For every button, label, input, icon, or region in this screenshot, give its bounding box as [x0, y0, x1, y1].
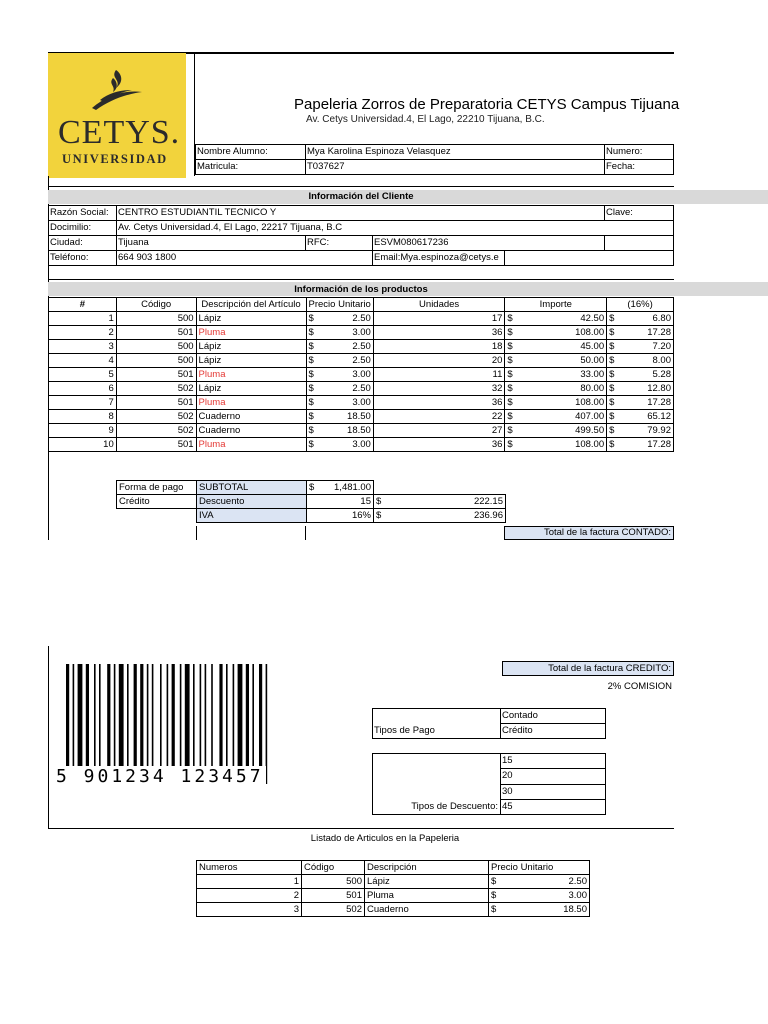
row-importe: [505, 326, 607, 340]
domicilio-value[interactable]: Av. Cetys Universidad.4, El Lago, 22217 Tijuana, B.C: [118, 222, 343, 233]
tipos-descuento-row: [500, 784, 606, 785]
row-units[interactable]: 18: [373, 340, 505, 354]
currency: $: [308, 313, 314, 324]
currency: $: [609, 355, 615, 366]
row-units[interactable]: 36: [373, 326, 505, 340]
row-desc: Cuaderno: [196, 424, 306, 438]
totales-table: [116, 480, 506, 523]
matricula-label: Matricula:: [197, 161, 239, 172]
listado-num: 2: [197, 889, 302, 903]
table-row: [49, 424, 674, 438]
listado-price-value: 2.50: [568, 876, 587, 887]
listado-price-value: 3.00: [568, 890, 587, 901]
currency: $: [609, 341, 615, 352]
row-iva: [607, 368, 674, 382]
currency: $: [609, 383, 615, 394]
descuento-label: Descuento: [197, 495, 307, 509]
row-price: [306, 354, 373, 368]
currency: $: [308, 327, 314, 338]
currency: $: [609, 327, 615, 338]
row-num: 4: [49, 354, 117, 368]
importe-value: 407.00: [575, 411, 605, 422]
row-num: 9: [49, 424, 117, 438]
iva-value: 79.92: [647, 425, 671, 436]
price-value: 3.00: [352, 327, 371, 338]
tipos-descuento-row: [500, 799, 606, 800]
email-value[interactable]: Email:Mya.espinoza@cetys.e: [374, 252, 499, 263]
cetys-logo: [48, 52, 186, 178]
row-price: [306, 438, 373, 452]
descuento-option[interactable]: 45: [502, 801, 513, 812]
currency: $: [507, 425, 513, 436]
importe-value: 33.00: [580, 369, 605, 380]
currency: $: [507, 369, 513, 380]
row-desc: Cuaderno: [196, 410, 306, 424]
table-row: [49, 340, 674, 354]
listado-desc: Pluma: [365, 889, 489, 903]
currency: $: [507, 411, 513, 422]
col-importe: Importe: [505, 298, 607, 312]
top-border-left: [48, 52, 188, 53]
listado-num: 1: [197, 875, 302, 889]
razon-label: Razón Social:: [50, 207, 109, 218]
rfc-label: RFC:: [307, 237, 330, 248]
iva-value: 12.80: [647, 383, 671, 394]
row-price: [306, 410, 373, 424]
subtotal-value: 1,481.00: [334, 482, 371, 493]
importe-value: 80.00: [580, 383, 605, 394]
price-value: 2.50: [352, 313, 371, 324]
cliente-col-line: [604, 205, 605, 220]
row-code[interactable]: 500: [116, 354, 196, 368]
listado-price: [489, 889, 590, 903]
currency: $: [308, 369, 314, 380]
iva-value: 17.28: [647, 439, 671, 450]
table-row: [49, 410, 674, 424]
listado-col-codigo: Código: [302, 861, 365, 875]
ciudad-label: Ciudad:: [50, 237, 83, 248]
currency: $: [507, 355, 513, 366]
currency: $: [609, 369, 615, 380]
row-num: 1: [49, 312, 117, 326]
price-value: 18.50: [347, 425, 371, 436]
currency: $: [309, 482, 315, 493]
descuento-option[interactable]: 20: [502, 770, 513, 781]
importe-value: 42.50: [580, 313, 605, 324]
iva-value: 8.00: [652, 355, 671, 366]
iva-value: 65.12: [647, 411, 671, 422]
cliente-col-line: [372, 235, 373, 266]
iva-value: 17.28: [647, 327, 671, 338]
currency: $: [507, 439, 513, 450]
currency: $: [507, 383, 513, 394]
listado-price: [489, 875, 590, 889]
iva-value: 7.20: [652, 341, 671, 352]
productos-top-line: [48, 279, 674, 280]
tipos-descuento-row: [500, 768, 606, 769]
importe-value: 108.00: [575, 439, 605, 450]
currency: $: [308, 397, 314, 408]
iva-value: 6.80: [652, 313, 671, 324]
productos-header-row: [49, 298, 674, 312]
subtotal-label: SUBTOTAL: [197, 481, 307, 495]
table-row: [49, 396, 674, 410]
table-row: [49, 438, 674, 452]
price-value: 3.00: [352, 369, 371, 380]
currency: $: [308, 383, 314, 394]
row-code[interactable]: 502: [116, 424, 196, 438]
currency: $: [376, 496, 382, 507]
price-value: 3.00: [352, 439, 371, 450]
price-value: 2.50: [352, 341, 371, 352]
iva-cell: [374, 509, 506, 523]
row-code[interactable]: 501: [116, 396, 196, 410]
cliente-col-line: [504, 250, 505, 266]
domicilio-label: Docimilio:: [50, 222, 92, 233]
numero-label: Numero:: [606, 146, 643, 157]
table-row: [49, 382, 674, 396]
importe-value: 50.00: [580, 355, 605, 366]
row-importe: [505, 424, 607, 438]
row-iva: [607, 438, 674, 452]
currency: $: [609, 397, 615, 408]
currency: $: [376, 510, 382, 521]
row-importe: [505, 382, 607, 396]
price-value: 3.00: [352, 397, 371, 408]
currency: $: [507, 327, 513, 338]
row-num: 3: [49, 340, 117, 354]
row-units[interactable]: 32: [373, 382, 505, 396]
table-row: [49, 354, 674, 368]
nombre-value[interactable]: Mya Karolina Espinoza Velasquez: [307, 146, 451, 157]
row-importe: [505, 368, 607, 382]
forma-pago-value[interactable]: Crédito: [117, 495, 197, 509]
row-num: 10: [49, 438, 117, 452]
student-info-col2: [604, 144, 605, 175]
iva-pct: 16%: [307, 509, 374, 523]
list-item: [197, 875, 590, 889]
listado-code: 502: [302, 903, 365, 917]
lower-left-border: [48, 646, 49, 828]
currency: $: [609, 439, 615, 450]
ciudad-value[interactable]: Tijuana: [118, 237, 149, 248]
cliente-section-title: Información del Cliente: [308, 191, 414, 202]
currency: $: [507, 313, 513, 324]
productos-table: [48, 297, 674, 452]
listado-table: [196, 860, 590, 917]
row-desc: Lápiz: [196, 354, 306, 368]
currency: $: [308, 425, 314, 436]
matricula-value[interactable]: T037627: [307, 161, 345, 172]
row-code[interactable]: 502: [116, 410, 196, 424]
listado-code: 501: [302, 889, 365, 903]
row-importe: [505, 396, 607, 410]
row-desc: Pluma: [196, 368, 306, 382]
currency: $: [609, 313, 615, 324]
col-unidades: Unidades: [373, 298, 505, 312]
logo-subtitle: UNIVERSIDAD: [62, 152, 168, 166]
row-importe: [505, 312, 607, 326]
row-iva: [607, 340, 674, 354]
row-code[interactable]: 501: [116, 326, 196, 340]
clave-label: Clave:: [606, 207, 633, 218]
price-value: 2.50: [352, 383, 371, 394]
listado-price: [489, 903, 590, 917]
row-price: [306, 340, 373, 354]
currency: $: [308, 439, 314, 450]
table-row: [49, 326, 674, 340]
currency: $: [308, 355, 314, 366]
row-iva: [607, 354, 674, 368]
row-iva: [607, 424, 674, 438]
col-precio: Precio Unitario: [306, 298, 373, 312]
currency: $: [491, 876, 497, 887]
row-units[interactable]: 36: [373, 438, 505, 452]
razon-value[interactable]: CENTRO ESTUDIANTIL TECNICO Y: [118, 207, 277, 218]
descuento-value: 222.15: [473, 496, 503, 507]
row-importe: [505, 438, 607, 452]
row-num: 8: [49, 410, 117, 424]
currency: $: [609, 411, 615, 422]
list-item: [197, 903, 590, 917]
listado-title: Listado de Articulos en la Papeleria: [310, 833, 460, 844]
row-units[interactable]: 20: [373, 354, 505, 368]
row-units[interactable]: 17: [373, 312, 505, 326]
descuento-option[interactable]: 15: [502, 755, 513, 766]
row-price: [306, 382, 373, 396]
col-num: #: [49, 298, 117, 312]
tipo-pago-option[interactable]: Crédito: [502, 725, 533, 736]
row-importe: [505, 354, 607, 368]
forma-pago-label: Forma de pago: [117, 481, 197, 495]
row-iva: [607, 312, 674, 326]
totales-divider: [305, 526, 306, 540]
iva-value: 236.96: [473, 510, 503, 521]
fecha-label: Fecha:: [606, 161, 636, 172]
row-importe: [505, 340, 607, 354]
currency: $: [507, 341, 513, 352]
cliente-top-line: [48, 186, 674, 187]
row-units[interactable]: 11: [373, 368, 505, 382]
barcode-digits: 5 901234 123457: [56, 766, 264, 787]
row-desc: Lápiz: [196, 382, 306, 396]
cliente-col-line: [604, 235, 605, 250]
listado-code: 500: [302, 875, 365, 889]
store-address: Av. Cetys Universidad.4, El Lago, 22210 Tijuana, B.C.: [306, 114, 545, 125]
page-title: Papeleria Zorros de Preparatoria CETYS Campus Tijuana: [294, 96, 680, 113]
importe-value: 108.00: [575, 397, 605, 408]
row-num: 2: [49, 326, 117, 340]
row-importe: [505, 410, 607, 424]
descuento-cell: [374, 495, 506, 509]
iva-value: 17.28: [647, 397, 671, 408]
tipos-pago-label: Tipos de Pago: [374, 725, 435, 736]
subtotal-cell: [307, 481, 374, 495]
cliente-col-line: [116, 205, 117, 266]
currency: $: [491, 904, 497, 915]
row-desc: Lápiz: [196, 340, 306, 354]
row-code[interactable]: 500: [116, 340, 196, 354]
listado-price-value: 18.50: [563, 904, 587, 915]
col-iva: (16%): [607, 298, 674, 312]
student-info-col: [305, 144, 306, 175]
iva-value: 5.28: [652, 369, 671, 380]
listado-header-row: [197, 861, 590, 875]
nombre-label: Nombre Alumno:: [197, 146, 268, 157]
currency: $: [491, 890, 497, 901]
price-value: 18.50: [347, 411, 371, 422]
logo-wordmark: CETYS.: [58, 114, 181, 151]
row-units[interactable]: 22: [373, 410, 505, 424]
row-price: [306, 312, 373, 326]
tipos-descuento-label: Tipos de Descuento:: [411, 801, 498, 812]
price-value: 2.50: [352, 355, 371, 366]
row-units[interactable]: 27: [373, 424, 505, 438]
comision: 2% COMISION: [607, 681, 672, 692]
rfc-value[interactable]: ESVM080617236: [374, 237, 449, 248]
row-code[interactable]: 500: [116, 312, 196, 326]
importe-value: 108.00: [575, 327, 605, 338]
table-row: [49, 368, 674, 382]
list-item: [197, 889, 590, 903]
barcode-bar: [266, 664, 268, 784]
currency: $: [609, 425, 615, 436]
row-iva: [607, 396, 674, 410]
row-price: [306, 326, 373, 340]
col-descripcion: Descripción del Artículo: [196, 298, 306, 312]
productos-section-title: Información de los productos: [294, 284, 428, 295]
currency: $: [507, 397, 513, 408]
row-price: [306, 424, 373, 438]
listado-col-num: Numeros: [197, 861, 302, 875]
descuento-pct[interactable]: 15: [307, 495, 374, 509]
row-desc: Pluma: [196, 326, 306, 340]
currency: $: [308, 341, 314, 352]
listado-col-precio: Precio Unitario: [489, 861, 590, 875]
total-contado: Total de la factura CONTADO:: [504, 526, 674, 540]
listado-num: 3: [197, 903, 302, 917]
row-code[interactable]: 501: [116, 438, 196, 452]
table-row: [49, 312, 674, 326]
row-desc: Pluma: [196, 396, 306, 410]
telefono-value[interactable]: 664 903 1800: [118, 252, 177, 263]
importe-value: 45.00: [580, 341, 605, 352]
total-credito: Total de la factura CREDITO:: [502, 661, 674, 676]
importe-value: 499.50: [575, 425, 605, 436]
row-iva: [607, 326, 674, 340]
listado-desc: Lápiz: [365, 875, 489, 889]
listado-col-desc: Descripción: [365, 861, 489, 875]
col-codigo: Código: [116, 298, 196, 312]
row-price: [306, 368, 373, 382]
row-iva: [607, 382, 674, 396]
listado-desc: Cuaderno: [365, 903, 489, 917]
flame-icon: [86, 66, 146, 112]
row-desc: Pluma: [196, 438, 306, 452]
tipo-pago-option[interactable]: Contado: [502, 710, 538, 721]
telefono-label: Teléfono:: [50, 252, 89, 263]
row-units[interactable]: 36: [373, 396, 505, 410]
row-num: 7: [49, 396, 117, 410]
row-price: [306, 396, 373, 410]
lower-bottom-border: [48, 828, 674, 829]
totales-divider: [196, 526, 197, 540]
row-num: 5: [49, 368, 117, 382]
iva-label: IVA: [197, 509, 307, 523]
row-code[interactable]: 501: [116, 368, 196, 382]
row-iva: [607, 410, 674, 424]
row-desc: Lápiz: [196, 312, 306, 326]
row-num: 6: [49, 382, 117, 396]
row-code[interactable]: 502: [116, 382, 196, 396]
student-info-divider: [195, 159, 674, 160]
currency: $: [308, 411, 314, 422]
cliente-col-line: [305, 235, 306, 250]
descuento-option[interactable]: 30: [502, 786, 513, 797]
top-border: [186, 52, 674, 54]
